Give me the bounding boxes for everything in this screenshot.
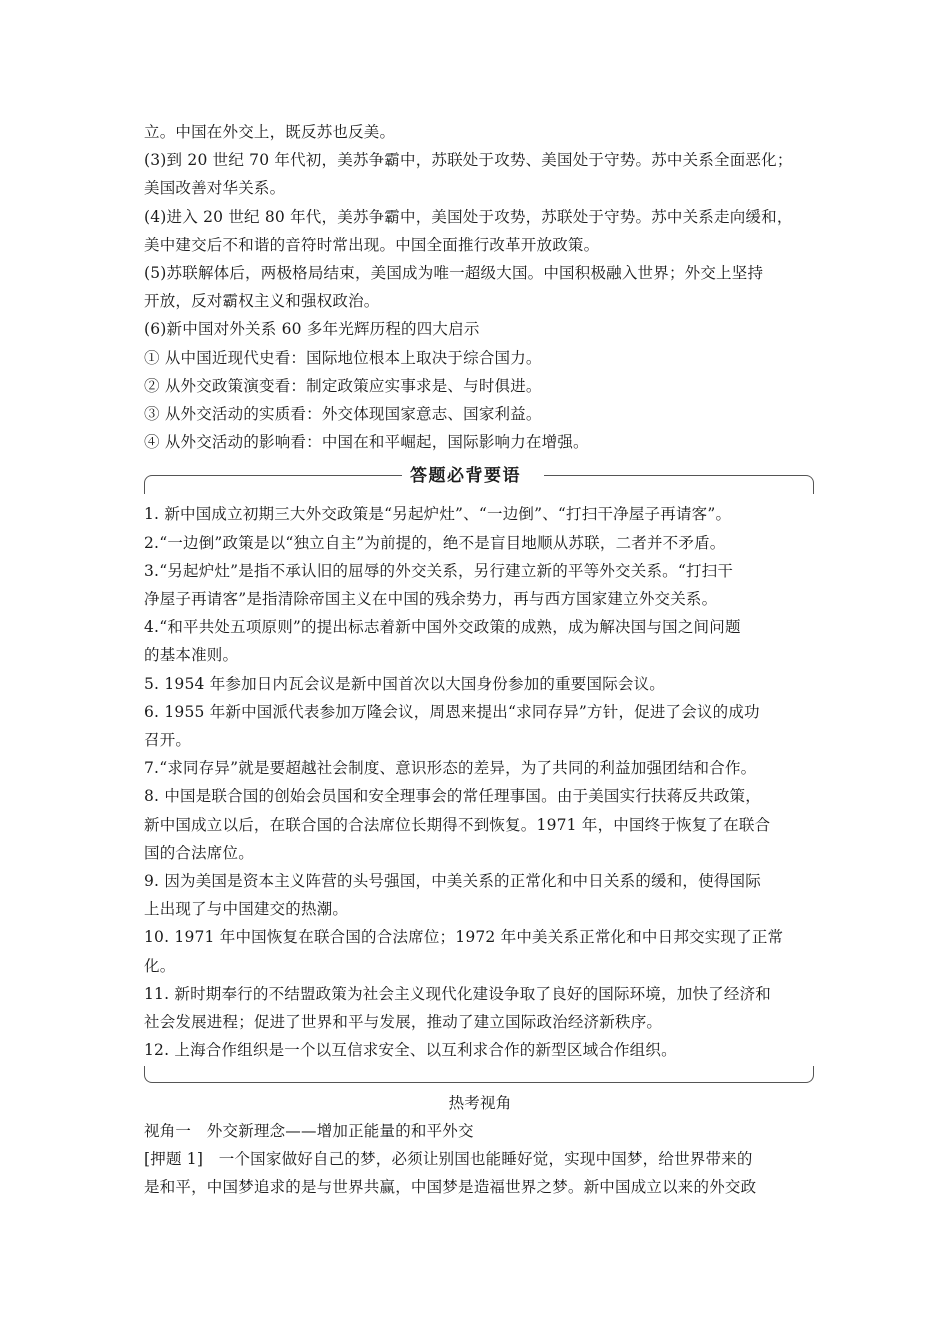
key-point-line: 10. 1971 年中国恢复在联合国的合法席位；1972 年中美关系正常化和中日邦交实现了正常 <box>144 928 784 947</box>
text-line: (4)进入 20 世纪 80 年代，美苏争霸中，美国处于攻势，苏联处于守势。苏中关系走向缓和， <box>144 207 793 226</box>
key-point-line: 召开。 <box>144 731 192 750</box>
key-point-line: 3.“另起炉灶”是指不承认旧的屈辱的外交关系，另行建立新的平等外交关系。“打扫干 <box>144 561 734 580</box>
text-line: ② 从外交政策演变看：制定政策应实事求是、与时俱进。 <box>144 376 542 395</box>
box-rule <box>152 475 402 476</box>
intro-section <box>144 118 816 456</box>
key-point-line: 社会发展进程；促进了世界和平与发展，推动了建立国际政治经济新秩序。 <box>144 1013 663 1032</box>
key-point-line: 7.“求同存异”就是要超越社会制度、意识形态的差异，为了共同的利益加强团结和合作。 <box>144 759 757 778</box>
box-body <box>144 492 814 1064</box>
key-point-line: 1. 新中国成立初期三大外交政策是“另起炉灶”、“一边倒”、“打扫干净屋子再请客”。 <box>144 505 732 524</box>
text-line: (5)苏联解体后，两极格局结束，美国成为唯一超级大国。中国积极融入世界；外交上坚持 <box>144 264 764 283</box>
key-point-line: 2.“一边倒”政策是以“独立自主”为前提的，绝不是盲目地顺从苏联，二者并不矛盾。 <box>144 533 726 552</box>
text-line: 开放，反对霸权主义和强权政治。 <box>144 292 380 311</box>
key-point-line: 8. 中国是联合国的创始会员国和安全理事会的常任理事国。由于美国实行扶蒋反共政策， <box>144 787 761 806</box>
box-rule <box>544 475 806 476</box>
key-point-line: 12. 上海合作组织是一个以互信求安全、以互利求合作的新型区域合作组织。 <box>144 1041 677 1060</box>
text-line: ④ 从外交活动的影响看：中国在和平崛起，国际影响力在增强。 <box>144 433 589 452</box>
box-corner <box>805 475 814 494</box>
text-line: (6)新中国对外关系 60 多年光辉历程的四大启示 <box>144 320 480 339</box>
key-points-box <box>144 458 814 1084</box>
box-footer <box>144 1065 814 1085</box>
key-point-line: 4.“和平共处五项原则”的提出标志着新中国外交政策的成熟，成为解决国与国之间问题 <box>144 618 741 637</box>
angle-title: 视角一 外交新理念——增加正能量的和平外交 <box>144 1121 474 1140</box>
key-point-line: 6. 1955 年新中国派代表参加万隆会议，周恩来提出“求同存异”方针，促进了会议的成功 <box>144 702 760 721</box>
box-corner <box>144 475 153 494</box>
key-point-line: 11. 新时期奉行的不结盟政策为社会主义现代化建设争取了良好的国际环境，加快了经济和 <box>144 984 771 1003</box>
section-title: 热考视角 <box>448 1093 512 1112</box>
text-line: (3)到 20 世纪 70 年代初，美苏争霸中，苏联处于攻势、美国处于守势。苏中关系全面恶化； <box>144 151 793 170</box>
text-line: 立。中国在外交上，既反苏也反美。 <box>144 123 396 141</box>
box-header <box>144 458 814 492</box>
key-point-line: 净屋子再请客”是指清除帝国主义在中国的残余势力，再与西方国家建立外交关系。 <box>144 590 718 609</box>
key-point-line: 上出现了与中国建交的热潮。 <box>144 900 349 919</box>
text-line: 美中建交后不和谐的音符时常出现。中国全面推行改革开放政策。 <box>144 235 600 254</box>
question-line: 是和平，中国梦追求的是与世界共赢，中国梦是造福世界之梦。新中国成立以来的外交政 <box>144 1178 757 1197</box>
box-rule <box>152 1082 806 1083</box>
box-corner <box>805 1066 814 1083</box>
document-page <box>144 118 816 1201</box>
key-point-line: 化。 <box>144 956 176 975</box>
key-point-line: 5. 1954 年参加日内瓦会议是新中国首次以大国身份参加的重要国际会议。 <box>144 674 665 693</box>
key-point-line: 的基本准则。 <box>144 646 239 665</box>
text-line: 美国改善对华关系。 <box>144 179 286 198</box>
question-line: [押题 1] 一个国家做好自己的梦，必须让别国也能睡好觉，实现中国梦，给世界带来的 <box>144 1149 753 1168</box>
box-corner <box>144 1066 153 1083</box>
text-line: ③ 从外交活动的实质看：外交体现国家意志、国家利益。 <box>144 405 542 424</box>
key-point-line: 9. 因为美国是资本主义阵营的头号强国，中美关系的正常化和中日关系的缓和，使得国际 <box>144 872 761 891</box>
text-line: ① 从中国近现代史看：国际地位根本上取决于综合国力。 <box>144 348 542 367</box>
box-title: 答题必背要语 <box>410 466 521 487</box>
key-point-line: 国的合法席位。 <box>144 843 254 862</box>
key-point-line: 新中国成立以后，在联合国的合法席位长期得不到恢复。1971 年，中国终于恢复了在联合 <box>144 815 771 834</box>
